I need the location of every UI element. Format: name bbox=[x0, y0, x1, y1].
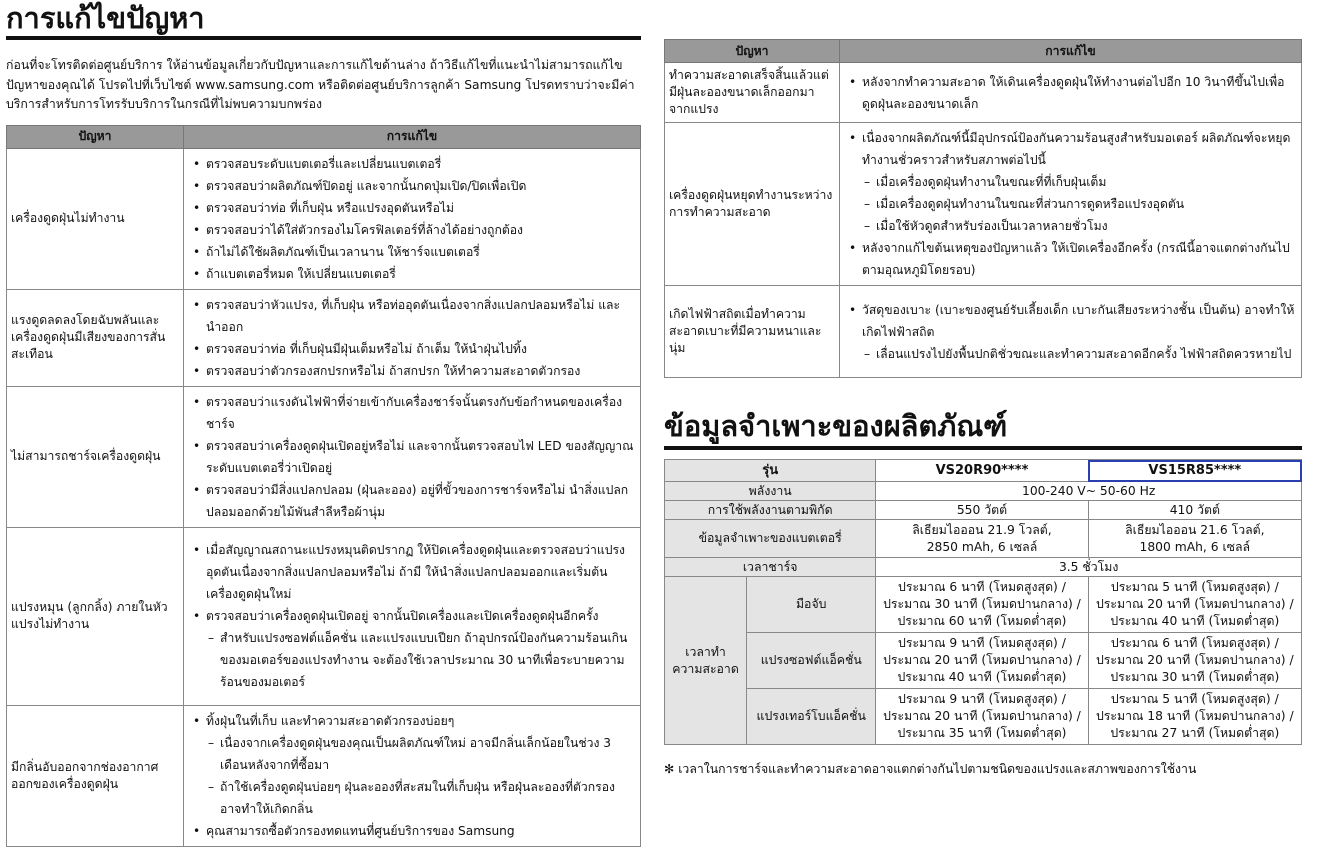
charge-label: เวลาชาร์จ bbox=[665, 558, 876, 577]
clean-a bbox=[876, 577, 1088, 633]
list-item bbox=[206, 338, 634, 360]
list-item-text: ตรวจสอบว่าท่อ ที่เก็บฝุ่น หรือแปรงอุดตันหรือไม่ bbox=[206, 200, 455, 215]
list-item bbox=[206, 360, 634, 382]
list-item bbox=[862, 299, 1295, 365]
solution-list bbox=[188, 710, 634, 842]
solution-list bbox=[188, 391, 634, 523]
clean-line: ประมาณ 9 นาที (โหมดสูงสุด) / bbox=[898, 636, 1066, 650]
list-item bbox=[862, 127, 1295, 237]
table-row bbox=[665, 123, 1302, 286]
clean-line: ประมาณ 20 นาที (โหมดปานกลาง) / bbox=[1095, 597, 1294, 611]
sub-list-item: – เนื่องจากเครื่องดูดฝุ่นของคุณเป็นผลิตภัณฑ์ใหม่ อาจมีกลิ่นเล็กน้อยในช่วง 3 เดือนหลังจากที่ซื้อมา bbox=[220, 732, 634, 776]
list-item bbox=[206, 435, 634, 479]
solution-list bbox=[844, 71, 1295, 115]
list-item-text: เนื่องจากผลิตภัณฑ์นี้มีอุปกรณ์ป้องกันความร้อนสูงสำหรับมอเตอร์ ผลิตภัณฑ์จะหยุดทำงานชั่วคราวสำหรับสภาพต่อไปนี้ bbox=[862, 131, 1291, 167]
clean-line: ประมาณ 30 นาที (โหมดต่ำสุด) bbox=[1110, 670, 1280, 684]
problem-cell: เกิดไฟฟ้าสถิตเมื่อทำความสะอาดเบาะที่มีความหนาและนุ่ม bbox=[665, 286, 840, 378]
battery-a-line: 2850 mAh, 6 เซลล์ bbox=[926, 539, 1038, 554]
model-b: VS15R85**** bbox=[1088, 460, 1301, 482]
list-item bbox=[206, 197, 634, 219]
table-row bbox=[7, 386, 641, 527]
clean-time-label bbox=[665, 577, 747, 745]
power-label: พลังงาน bbox=[665, 482, 876, 501]
list-item-text: ทิ้งฝุ่นในที่เก็บ และทำความสะอาดตัวกรองบ่อยๆ bbox=[206, 713, 455, 728]
table-row bbox=[7, 289, 641, 386]
solution-list bbox=[188, 294, 634, 382]
clean-line: ประมาณ 60 นาที (โหมดต่ำสุด) bbox=[897, 614, 1067, 628]
clean-line: ประมาณ 20 นาที (โหมดปานกลาง) / bbox=[883, 653, 1081, 667]
sub-list-item: – เมื่อใช้หัวดูดสำหรับร่องเป็นเวลาหลายชั่วโมง bbox=[876, 215, 1295, 237]
list-item-text: คุณสามารถซื้อตัวกรองทดแทนที่ศูนย์บริการของ Samsung bbox=[206, 823, 515, 838]
sub-list bbox=[206, 627, 634, 693]
list-item bbox=[206, 479, 634, 523]
footnote: ✻ เวลาในการชาร์จและทำความสะอาดอาจแตกต่างกันไปตามชนิดของแปรงและสภาพของการใช้งาน bbox=[664, 762, 1197, 776]
clean-time-label-line: เวลาทำ bbox=[685, 644, 726, 659]
clean-line: ประมาณ 9 นาที (โหมดสูงสุด) / bbox=[898, 692, 1066, 706]
problem-cell: เครื่องดูดฝุ่นไม่ทำงาน bbox=[7, 148, 184, 289]
clean-line: ประมาณ 35 นาที (โหมดต่ำสุด) bbox=[897, 726, 1067, 740]
table-row bbox=[7, 705, 641, 846]
sub-list bbox=[206, 732, 634, 820]
list-item-text: ตรวจสอบว่าหัวแปรง, ที่เก็บฝุ่น หรือท่ออุดตันเนื่องจากสิ่งแปลกปลอมหรือไม่ และนำออก bbox=[206, 297, 621, 334]
list-item bbox=[206, 539, 634, 605]
list-item-text: เมื่อสัญญาณสถานะแปรงหมุนติดปรากฏ ให้ปิดเครื่องดูดฝุ่นและตรวจสอบว่าแปรงอุดตันเนื่องจากสิ่งแปลกปลอมหรือไม่ ถ้ามี ให้นำสิ่งแปลกปลอมออกและเริ่มต้นเครื่องดูดฝุ่นใหม่ bbox=[206, 543, 625, 601]
sub-list-item: – เมื่อเครื่องดูดฝุ่นทำงานในขณะที่ส่วนการดูดหรือแปรงอุดตัน bbox=[876, 193, 1295, 215]
battery-label: ข้อมูลจำเพาะของแบตเตอรี่ bbox=[665, 520, 876, 558]
title-rule bbox=[6, 36, 641, 40]
list-item-text: ตรวจสอบว่าได้ใส่ตัวกรองไมโครฟิลเตอร์ที่ล้างได้อย่างถูกต้อง bbox=[206, 222, 524, 237]
list-item-text: หลังจากแก้ไขต้นเหตุของปัญหาแล้ว ให้เปิดเครื่องอีกครั้ง (กรณีนี้อาจแตกต่างกันไปตามอุณหภูมิโดยรอบ) bbox=[862, 241, 1290, 277]
clean-b bbox=[1088, 689, 1301, 745]
clean-row-label: แปรงซอฟต์แอ็คชั่น bbox=[747, 633, 876, 689]
solution-cell bbox=[840, 63, 1302, 123]
list-item-text: ถ้าแบตเตอรี่หมด ให้เปลี่ยนแบตเตอรี่ bbox=[206, 266, 396, 281]
battery-a bbox=[876, 520, 1088, 558]
sub-list bbox=[862, 171, 1295, 237]
list-item-text: วัสดุของเบาะ (เบาะของศูนย์รับเลี้ยงเด็ก เบาะกันเสียงระหว่างชั้น เป็นต้น) อาจทำให้เกิดไฟฟ้าสถิต bbox=[862, 302, 1295, 339]
table-row bbox=[7, 148, 641, 289]
solution-cell bbox=[184, 148, 641, 289]
intro-paragraph: ก่อนที่จะโทรติดต่อศูนย์บริการ ให้อ่านข้อมูลเกี่ยวกับปัญหาและการแก้ไขด้านล่าง ถ้าวิธีแก้ไขที่แนะนำไม่สามารถแก้ไขปัญหาของคุณได้ โปรดไปที่เว็บไซต์ www.samsung.com หรือติดต่อศูนย์บริการลูกค้า Samsung โปรดทราบว่าจะมีค่าบริการสำหรับการโทรรับบริการในกรณีที่ไม่พบความบกพร่อง bbox=[6, 58, 635, 111]
clean-b bbox=[1088, 633, 1301, 689]
sub-list-item: – เลื่อนแปรงไปยังพื้นปกติชั่วขณะและทำความสะอาดอีกครั้ง ไฟฟ้าสถิตควรหายไป bbox=[876, 343, 1295, 365]
solution-cell bbox=[184, 289, 641, 386]
model-label: รุ่น bbox=[665, 460, 876, 482]
list-item bbox=[862, 71, 1295, 115]
solution-cell bbox=[840, 286, 1302, 378]
list-item-text: ตรวจสอบว่าตัวกรองสกปรกหรือไม่ ถ้าสกปรก ให้ทำความสะอาดตัวกรอง bbox=[206, 363, 581, 378]
solution-header: การแก้ไข bbox=[840, 40, 1302, 63]
clean-time-label-line: ความสะอาด bbox=[672, 661, 739, 676]
list-item bbox=[206, 219, 634, 241]
troubleshooting-section bbox=[6, 0, 641, 847]
battery-a-line: ลิเธียมไอออน 21.9 โวลต์, bbox=[912, 522, 1052, 537]
solution-cell bbox=[840, 123, 1302, 286]
sub-list-item: – เมื่อเครื่องดูดฝุ่นทำงานในขณะที่ที่เก็บฝุ่นเต็ม bbox=[876, 171, 1295, 193]
specs-title: ข้อมูลจำเพาะของผลิตภัณฑ์ bbox=[664, 409, 1008, 443]
clean-line: ประมาณ 18 นาที (โหมดปานกลาง) / bbox=[1095, 709, 1294, 723]
power-value: 100-240 V~ 50-60 Hz bbox=[876, 482, 1302, 501]
troubleshooting-title: การแก้ไขปัญหา bbox=[6, 1, 205, 35]
problem-cell: เครื่องดูดฝุ่นหยุดทำงานระหว่างการทำความสะอาด bbox=[665, 123, 840, 286]
solution-list bbox=[188, 539, 634, 693]
clean-line: ประมาณ 20 นาที (โหมดปานกลาง) / bbox=[1095, 653, 1294, 667]
sub-list-item: – ถ้าใช้เครื่องดูดฝุ่นบ่อยๆ ฝุ่นละอองที่สะสมในที่เก็บฝุ่น หรือฝุ่นละอองที่ตัวกรองอาจทำให้เกิดกลิ่น bbox=[220, 776, 634, 820]
table-row bbox=[665, 286, 1302, 378]
clean-line: ประมาณ 6 นาที (โหมดสูงสุด) / bbox=[898, 580, 1066, 594]
rated-a: 550 วัตต์ bbox=[876, 501, 1088, 520]
specs-rule bbox=[664, 446, 1302, 450]
list-item bbox=[206, 263, 634, 285]
list-item-text: ตรวจสอบว่าเครื่องดูดฝุ่นเปิดอยู่ จากนั้นปิดเครื่องและเปิดเครื่องดูดฝุ่นอีกครั้ง bbox=[206, 609, 599, 623]
list-item-text: ถ้าไม่ได้ใช้ผลิตภัณฑ์เป็นเวลานาน ให้ชาร์จแบตเตอรี่ bbox=[206, 244, 480, 259]
list-item bbox=[206, 294, 634, 338]
list-item-text: หลังจากทำความสะอาด ให้เดินเครื่องดูดฝุ่นให้ทำงานต่อไปอีก 10 วินาทีขึ้นไปเพื่อดูดฝุ่นละอองขนาดเล็ก bbox=[862, 74, 1285, 111]
battery-b-line: ลิเธียมไอออน 21.6 โวลต์, bbox=[1125, 522, 1265, 537]
clean-line: ประมาณ 5 นาที (โหมดสูงสุด) / bbox=[1110, 580, 1279, 594]
charge-value: 3.5 ชั่วโมง bbox=[876, 558, 1302, 577]
rated-b: 410 วัตต์ bbox=[1088, 501, 1301, 520]
problem-cell: ทำความสะอาดเสร็จสิ้นแล้วแต่มีฝุ่นละอองขนาดเล็กออกมาจากแปรง bbox=[665, 63, 840, 123]
solution-cell bbox=[184, 527, 641, 705]
clean-line: ประมาณ 5 นาที (โหมดสูงสุด) / bbox=[1110, 692, 1279, 706]
list-item-text: ตรวจสอบว่าเครื่องดูดฝุ่นเปิดอยู่หรือไม่ และจากนั้นตรวจสอบไฟ LED ของสัญญาณระดับแบตเตอรี่ว่าเปิดอยู่ bbox=[206, 438, 634, 475]
clean-line: ประมาณ 30 นาที (โหมดปานกลาง) / bbox=[883, 597, 1081, 611]
list-item bbox=[206, 241, 634, 263]
sub-list bbox=[862, 343, 1295, 365]
list-item-text: ตรวจสอบระดับแบตเตอรี่และเปลี่ยนแบตเตอรี่ bbox=[206, 156, 442, 171]
table-row bbox=[7, 527, 641, 705]
list-item-text: ตรวจสอบว่าท่อ ที่เก็บฝุ่นมีฝุ่นเต็มหรือไม่ ถ้าเต็ม ให้นำฝุ่นไปทิ้ง bbox=[206, 341, 527, 356]
problem-cell: แรงดูดลดลงโดยฉับพลันและเครื่องดูดฝุ่นมีเสียงของการสั่นสะเทือน bbox=[7, 289, 184, 386]
solution-list bbox=[844, 127, 1295, 281]
clean-row-label: แปรงเทอร์โบแอ็คชั่น bbox=[747, 689, 876, 745]
model-a: VS20R90**** bbox=[876, 460, 1088, 482]
problem-header: ปัญหา bbox=[7, 125, 184, 148]
clean-line: ประมาณ 6 นาที (โหมดสูงสุด) / bbox=[1110, 636, 1279, 650]
solution-list bbox=[844, 299, 1295, 365]
problem-cell: ไม่สามารถชาร์จเครื่องดูดฝุ่น bbox=[7, 386, 184, 527]
clean-b bbox=[1088, 577, 1301, 633]
table-row bbox=[665, 63, 1302, 123]
problem-header: ปัญหา bbox=[665, 40, 840, 63]
solution-cell bbox=[184, 705, 641, 846]
clean-row-label: มือจับ bbox=[747, 577, 876, 633]
solution-cell bbox=[184, 386, 641, 527]
specs-table bbox=[664, 459, 1302, 745]
clean-a bbox=[876, 633, 1088, 689]
rated-label: การใช้พลังงานตามพิกัด bbox=[665, 501, 876, 520]
list-item bbox=[862, 237, 1295, 281]
clean-line: ประมาณ 40 นาที (โหมดต่ำสุด) bbox=[1110, 614, 1280, 628]
clean-line: ประมาณ 27 นาที (โหมดต่ำสุด) bbox=[1110, 726, 1280, 740]
battery-b bbox=[1088, 520, 1301, 558]
solution-list bbox=[188, 153, 634, 285]
list-item bbox=[206, 391, 634, 435]
problem-cell: มีกลิ่นอับออกจากช่องอากาศออกของเครื่องดูดฝุ่น bbox=[7, 705, 184, 846]
sub-list-item: – สำหรับแปรงซอฟต์แอ็คชั่น และแปรงแบบเปียก ถ้าอุปกรณ์ป้องกันความร้อนเกินของมอเตอร์ของแปรงทำงาน จะต้องใช้เวลาประมาณ 30 นาทีเพื่อระบายความร้อนของมอเตอร์ bbox=[220, 627, 634, 693]
list-item bbox=[206, 820, 634, 842]
right-column bbox=[664, 0, 1302, 779]
list-item-text: ตรวจสอบว่าแรงดันไฟฟ้าที่จ่ายเข้ากับเครื่องชาร์จนั้นตรงกับข้อกำหนดของเครื่องชาร์จ bbox=[206, 394, 623, 431]
battery-b-line: 1800 mAh, 6 เซลล์ bbox=[1139, 539, 1251, 554]
troubleshooting-table bbox=[6, 125, 641, 847]
list-item bbox=[206, 605, 634, 693]
list-item-text: ตรวจสอบว่าผลิตภัณฑ์ปิดอยู่ และจากนั้นกดปุ่มเปิด/ปิดเพื่อเปิด bbox=[206, 178, 527, 193]
list-item bbox=[206, 710, 634, 820]
clean-line: ประมาณ 20 นาที (โหมดปานกลาง) / bbox=[883, 709, 1081, 723]
clean-a bbox=[876, 689, 1088, 745]
list-item bbox=[206, 175, 634, 197]
troubleshooting-table-continued bbox=[664, 39, 1302, 378]
list-item-text: ตรวจสอบว่ามีสิ่งแปลกปลอม (ฝุ่นละออง) อยู่ที่ขั้วของการชาร์จหรือไม่ นำสิ่งแปลกปลอมออกด้วยไม้พันสำลีหรือผ้านุ่ม bbox=[206, 482, 629, 519]
clean-line: ประมาณ 40 นาที (โหมดต่ำสุด) bbox=[897, 670, 1067, 684]
list-item bbox=[206, 153, 634, 175]
problem-cell: แปรงหมุน (ลูกกลิ้ง) ภายในหัวแปรงไม่ทำงาน bbox=[7, 527, 184, 705]
solution-header: การแก้ไข bbox=[184, 125, 641, 148]
